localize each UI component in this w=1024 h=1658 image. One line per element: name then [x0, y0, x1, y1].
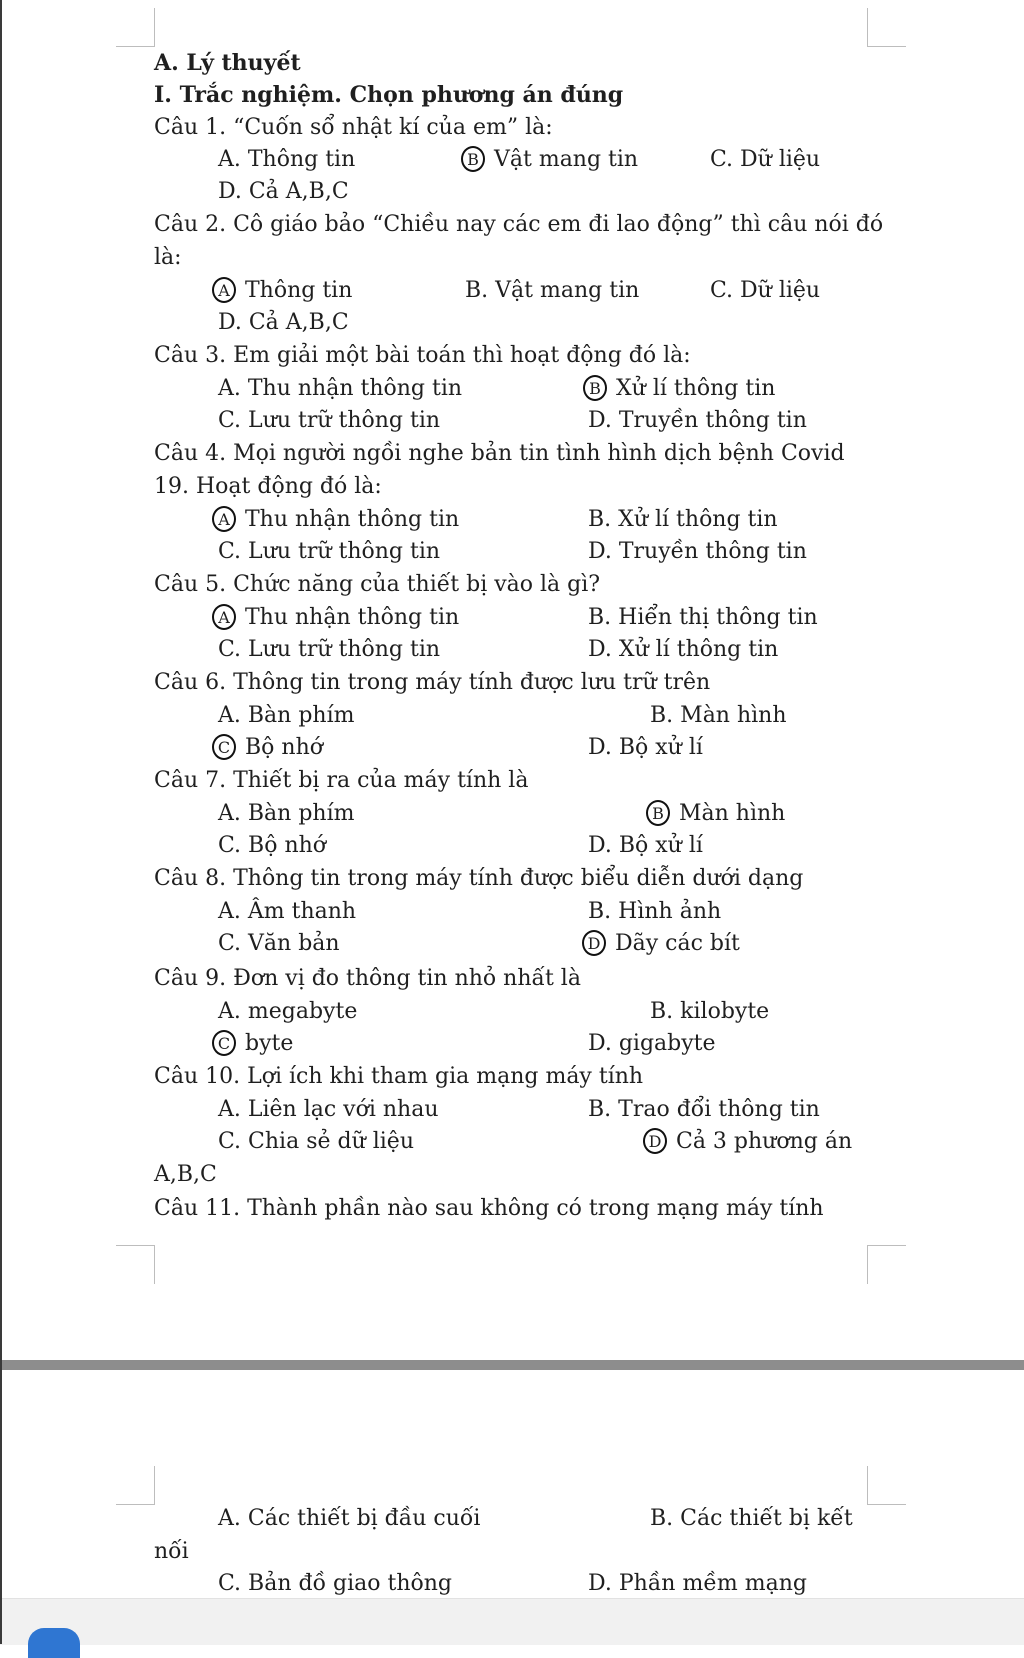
q2-option-a-selected: A Thông tin — [212, 276, 352, 306]
question-10-stem: Câu 10. Lợi ích khi tham gia mạng máy tính — [154, 1064, 644, 1089]
answer-circle-mark: D — [643, 1128, 667, 1154]
page-separator — [0, 1360, 1024, 1370]
q2-option-c: C. Dữ liệu — [710, 278, 821, 303]
q8-option-d-selected: D Dãy các bít — [582, 929, 740, 959]
q11-option-b-cont: nối — [154, 1539, 189, 1564]
q9-option-c-selected: C byte — [212, 1029, 293, 1059]
question-2-stem: Câu 2. Cô giáo bảo “Chiều nay các em đi lao động” thì câu nói đó — [154, 212, 884, 237]
window-left-border — [0, 0, 2, 1644]
q2-option-b: B. Vật mang tin — [465, 278, 640, 303]
page-corner-mark — [116, 1466, 155, 1505]
page-corner-mark — [116, 8, 155, 47]
question-2-stem-cont: là: — [154, 245, 182, 270]
bottom-toolbar-strip — [0, 1598, 1024, 1645]
q5-option-b: B. Hiển thị thông tin — [588, 605, 818, 630]
section-title: A. Lý thuyết — [154, 50, 301, 76]
q8-option-a: A. Âm thanh — [218, 899, 357, 924]
q9-option-d: D. gigabyte — [588, 1031, 716, 1056]
page-corner-mark — [116, 1245, 155, 1284]
q5-option-a-selected: A Thu nhận thông tin — [212, 603, 459, 633]
q11-option-c: C. Bản đồ giao thông — [218, 1571, 453, 1596]
question-1-stem: Câu 1. “Cuốn sổ nhật kí của em” là: — [154, 115, 553, 140]
answer-circle-mark: D — [582, 930, 606, 956]
q3-option-a: A. Thu nhận thông tin — [218, 376, 463, 401]
q6-option-c-selected: C Bộ nhớ — [212, 733, 323, 763]
q10-option-b: B. Trao đổi thông tin — [588, 1097, 820, 1122]
q6-option-b: B. Màn hình — [650, 703, 787, 728]
answer-circle-mark: C — [212, 1030, 236, 1056]
document-page-2 — [0, 1370, 1024, 1598]
q9-option-b: B. kilobyte — [650, 999, 770, 1024]
q3-option-b-selected: B Xử lí thông tin — [583, 374, 775, 404]
answer-circle-mark: B — [583, 375, 607, 401]
q10-option-a: A. Liên lạc với nhau — [218, 1097, 439, 1122]
answer-circle-mark: B — [646, 800, 670, 826]
floating-action-tab[interactable] — [28, 1628, 80, 1658]
q8-option-b: B. Hình ảnh — [588, 899, 722, 924]
q5-option-d: D. Xử lí thông tin — [588, 637, 779, 662]
q9-option-a: A. megabyte — [218, 999, 358, 1024]
q1-option-b-selected: B Vật mang tin — [461, 145, 638, 175]
q10-option-d-cont: A,B,C — [154, 1162, 217, 1187]
answer-circle-mark: A — [212, 277, 236, 303]
answer-circle-mark: B — [461, 146, 485, 172]
q8-option-c: C. Văn bản — [218, 931, 340, 956]
question-9-stem: Câu 9. Đơn vị đo thông tin nhỏ nhất là — [154, 966, 581, 991]
answer-circle-mark: A — [212, 506, 236, 532]
q10-option-d-selected: D Cả 3 phương án — [643, 1127, 852, 1157]
question-4-stem: Câu 4. Mọi người ngồi nghe bản tin tình hình dịch bệnh Covid — [154, 441, 845, 466]
q4-option-d: D. Truyền thông tin — [588, 539, 807, 564]
q7-option-c: C. Bộ nhớ — [218, 833, 327, 858]
question-3-stem: Câu 3. Em giải một bài toán thì hoạt động đó là: — [154, 343, 691, 368]
q10-option-c: C. Chia sẻ dữ liệu — [218, 1129, 414, 1154]
answer-circle-mark: C — [212, 734, 236, 760]
q1-option-d: D. Cả A,B,C — [218, 179, 349, 204]
page-corner-mark — [867, 1466, 906, 1505]
q1-option-a: A. Thông tin — [218, 147, 356, 172]
question-8-stem: Câu 8. Thông tin trong máy tính được biểu diễn dưới dạng — [154, 866, 804, 891]
q11-option-d: D. Phần mềm mạng — [588, 1571, 807, 1596]
answer-circle-mark: A — [212, 604, 236, 630]
q7-option-b-selected: B Màn hình — [646, 799, 785, 829]
part-title: I. Trắc nghiệm. Chọn phương án đúng — [154, 82, 624, 108]
q11-option-b: B. Các thiết bị kết — [650, 1506, 853, 1531]
question-5-stem: Câu 5. Chức năng của thiết bị vào là gì? — [154, 572, 601, 597]
q1-option-c: C. Dữ liệu — [710, 147, 821, 172]
q3-option-c: C. Lưu trữ thông tin — [218, 408, 441, 433]
page-corner-mark — [867, 8, 906, 47]
q4-option-a-selected: A Thu nhận thông tin — [212, 505, 459, 535]
q4-option-b: B. Xử lí thông tin — [588, 507, 778, 532]
q6-option-a: A. Bàn phím — [218, 703, 355, 728]
q6-option-d: D. Bộ xử lí — [588, 735, 703, 760]
question-6-stem: Câu 6. Thông tin trong máy tính được lưu trữ trên — [154, 670, 711, 695]
q3-option-d: D. Truyền thông tin — [588, 408, 807, 433]
q5-option-c: C. Lưu trữ thông tin — [218, 637, 441, 662]
q7-option-a: A. Bàn phím — [218, 801, 355, 826]
q7-option-d: D. Bộ xử lí — [588, 833, 703, 858]
question-7-stem: Câu 7. Thiết bị ra của máy tính là — [154, 768, 529, 793]
question-4-stem-cont: 19. Hoạt động đó là: — [154, 474, 382, 499]
q4-option-c: C. Lưu trữ thông tin — [218, 539, 441, 564]
page-corner-mark — [867, 1245, 906, 1284]
question-11-stem: Câu 11. Thành phần nào sau không có trong mạng máy tính — [154, 1196, 824, 1221]
q2-option-d: D. Cả A,B,C — [218, 310, 349, 335]
q11-option-a: A. Các thiết bị đầu cuối — [218, 1506, 481, 1531]
